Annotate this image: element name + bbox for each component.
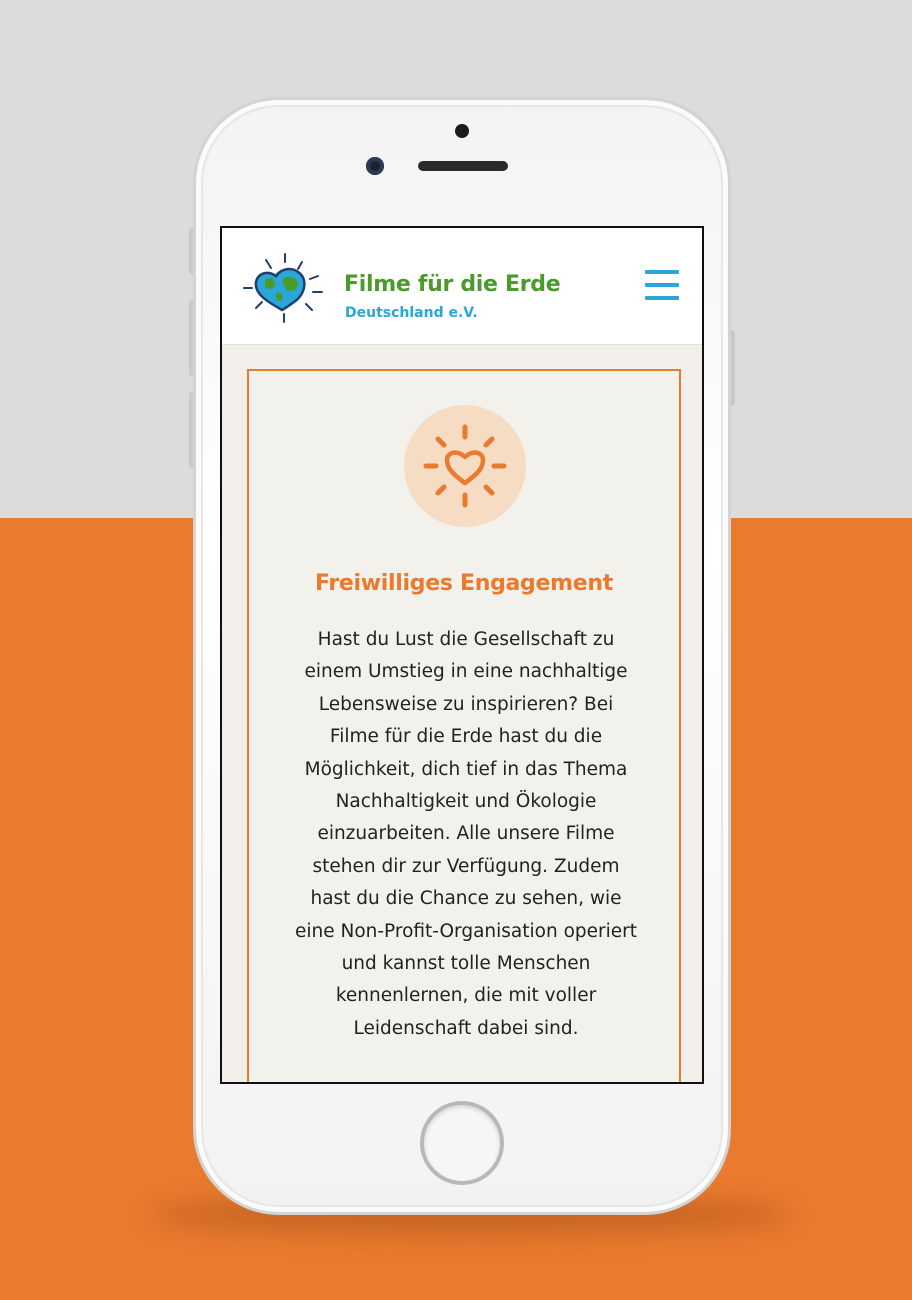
site-header <box>222 228 702 345</box>
card-text-line: Filme für die Erde hast du die <box>329 726 603 748</box>
brand-name[interactable]: Filme für die Erde <box>344 272 561 297</box>
card-icon-badge <box>404 405 526 527</box>
card-title: Freiwilliges Engagement <box>315 571 613 596</box>
front-camera <box>366 157 384 175</box>
volunteer-card <box>247 369 681 1084</box>
card-text-line: kennenlernen, die mit voller <box>335 985 597 1007</box>
card-text-line: hast du die Chance zu sehen, wie <box>310 888 622 910</box>
sun-heart-icon <box>404 405 526 527</box>
card-text-line: Möglichkeit, dich tief in das Thema <box>304 758 628 780</box>
card-text-line: und kannst tolle Menschen <box>341 953 591 975</box>
card-description <box>271 624 661 1045</box>
phone-screen <box>220 226 704 1084</box>
card-text-line: Nachhaltigkeit und Ökologie <box>335 791 597 813</box>
card-text-line: Lebensweise zu inspirieren? Bei <box>318 693 614 715</box>
card-text-line: eine Non-Profit-Organisation operiert <box>294 920 638 942</box>
earpiece-speaker <box>418 161 508 171</box>
hamburger-menu-icon[interactable] <box>642 268 682 304</box>
card-text-line: Leidenschaft dabei sind. <box>353 1017 579 1039</box>
card-text-line: Hast du Lust die Gesellschaft zu <box>317 629 615 650</box>
brand-subtitle: Deutschland e.V. <box>345 305 478 321</box>
globe-heart-logo-icon[interactable] <box>238 248 332 328</box>
card-text-line: stehen dir zur Verfügung. Zudem <box>312 855 620 877</box>
home-button[interactable] <box>420 1101 504 1185</box>
card-text-line: einzuarbeiten. Alle unsere Filme <box>317 823 615 845</box>
card-text-line: einem Umstieg in eine nachhaltige <box>304 661 628 683</box>
camera-dot <box>455 124 469 138</box>
